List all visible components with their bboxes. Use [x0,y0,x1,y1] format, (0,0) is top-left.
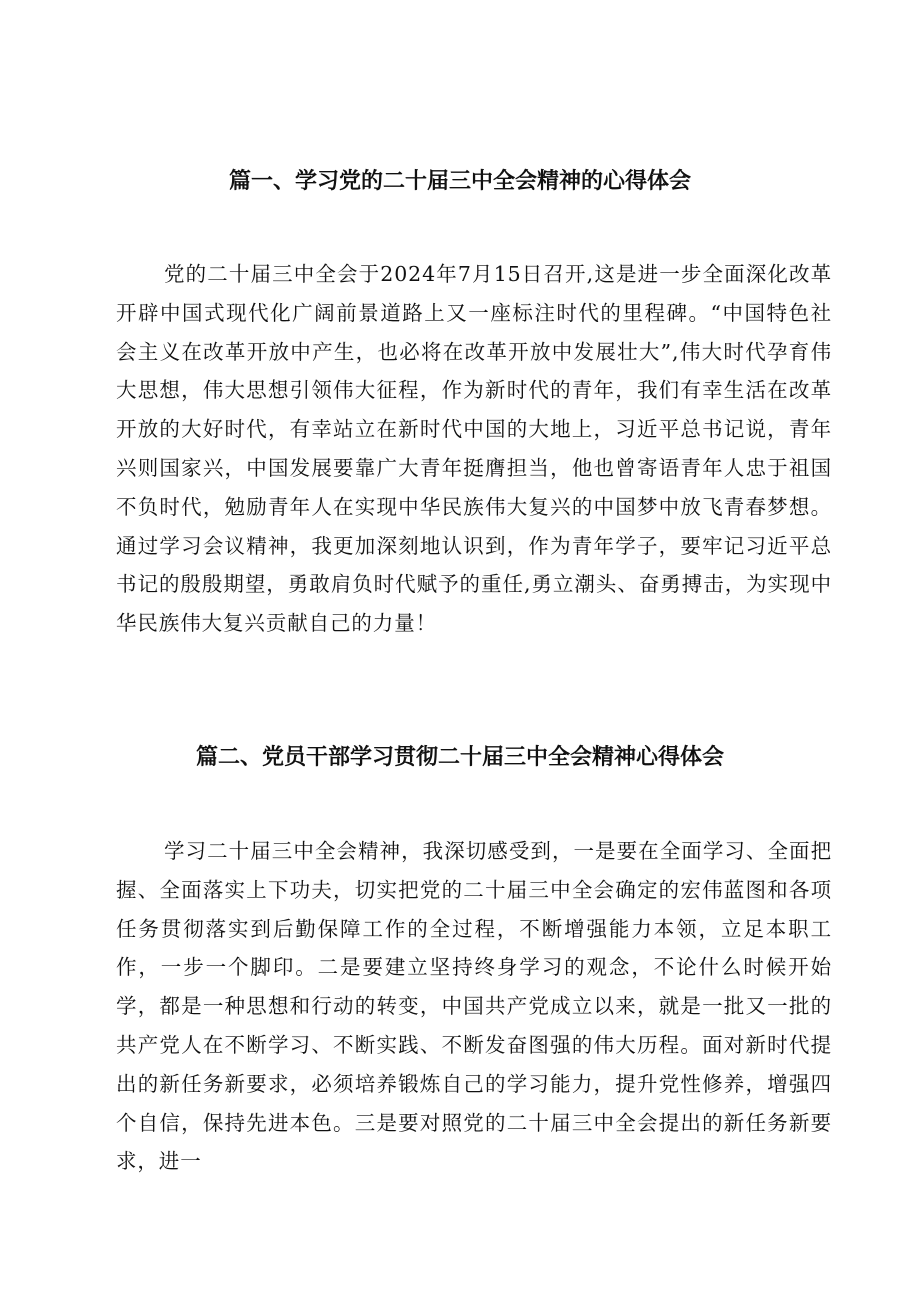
section-2-title: 篇二、党员干部学习贯彻二十届三中全会精神心得体会 [195,745,724,770]
section-2-paragraph: 学习二十届三中全会精神，我深切感受到，一是要在全面学习、全面把握、全面落实上下功夫，切实把党的二十届三中全会确定的宏伟蓝图和各项任务贯彻落实到后勤保障工作的全过程，不断增强能力本领，立足本职工作，一步一个脚印。二是要建立坚持终身学习的观念，不论什么时候开始学，都是一种思想和行动的转变，中国共产党成立以来，就是一批又一批的共产党人在不断学习、不断实践、不断发奋图强的伟大历程。面对新时代提出的新任务新要求，必须培养锻炼自己的学习能力，提升党性修养，增强四个自信，保持先进本色。三是要对照党的二十届三中全会提出的新任务新要求，进一 [116,839,832,1174]
section-1-paragraph: 党的二十届三中全会于2024年7月15日召开,这是进一步全面深化改革开辟中国式现代化广阔前景道路上又一座标注时代的里程碑。“中国特色社会主义在改革开放中产生，也必将在改革开放中发展壮大”,伟大时代孕育伟大思想，伟大思想引领伟大征程，作为新时代的青年，我们有幸生活在改革开放的大好时代，有幸站立在新时代中国的大地上，习近平总书记说，青年兴则国家兴，中国发展要靠广大青年挺膺担当，他也曾寄语青年人忠于祖国不负时代，勉励青年人在实现中华民族伟大复兴的中国梦中放飞青春梦想。通过学习会议精神，我更加深刻地认识到，作为青年学子，要牢记习近平总书记的殷殷期望，勇敢肩负时代赋予的重任,勇立潮头、奋勇搏击，为实现中华民族伟大复兴贡献自己的力量！ [116,262,832,636]
section-1-title: 篇一、学习党的二十届三中全会精神的心得体会 [228,169,691,194]
